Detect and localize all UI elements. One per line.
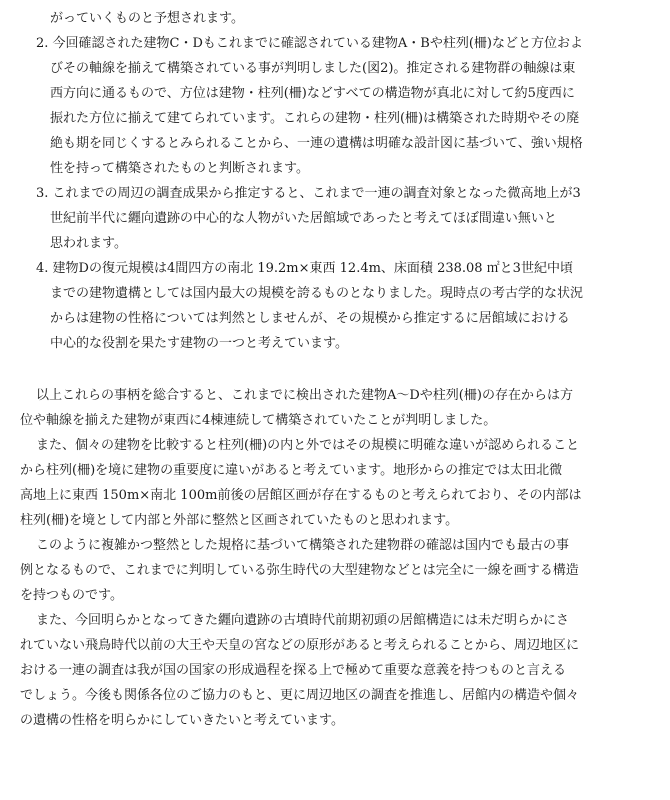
text-line: を持つものです。 [20,588,123,603]
text-line: また、今回明らかとなってきた纒向遺跡の古墳時代前期初頭の居館構造には未だ明らかにさ [36,613,570,628]
text-line: 高地上に東西 150m×南北 100m前後の居館区画が存在するものと考えられており、その内部は [20,488,582,503]
section-spacer [20,356,656,383]
text-line: がっていくものと予想されます。 [50,11,244,26]
text-line: の遺構の性格を明らかにしていきたいと考えています。 [20,713,344,728]
text-line: からは建物の性格については判然としませんが、その規模から推定するに居館域における [50,311,570,326]
text-line: でしょう。今後も関係各位のご協力のもと、更に周辺地区の調査を推進し、居館内の構造や個々 [20,688,580,703]
text-line: 思われます。 [50,236,127,251]
text-line: 世紀前半代に纒向遺跡の中心的な人物がいた居館域であったと考えてほぼ間違い無いと [50,211,557,226]
text-line: 性を持って構築されたものと判断されます。 [50,161,309,176]
text-line: 以上これらの事柄を総合すると、これまでに検出された建物A～Dや柱列(柵)の存在からは方 [36,388,573,403]
text-line: 2. 今回確認された建物C・Dもこれまでに確認されている建物A・Bや柱列(柵)などと方位およ [36,36,583,51]
paragraph-comparison [20,433,656,533]
numbered-item-2 [20,31,656,181]
text-line: 振れた方位に揃えて建てられています。これらの建物・柱列(柵)は構築された時期やその廃 [50,111,580,126]
text-line: から柱列(柵)を境に建物の重要度に違いがあると考えています。地形からの推定では太田北微 [20,463,563,478]
text-line: びその軸線を揃えて構築されている事が判明しました(図2)。推定される建物群の軸線は東 [50,61,576,76]
paragraph-summary [20,383,656,433]
text-line: 中心的な役割を果たす建物の一つと考えています。 [50,336,348,351]
text-line: 4. 建物Dの復元規模は4間四方の南北 19.2m×東西 12.4m、床面積 238.08 ㎡と3世紀中頃 [36,261,573,276]
paragraph-significance [20,533,656,608]
numbered-item-4 [20,256,656,356]
text-line: までの建物遺構としては国内最大の規模を誇るものとなりました。現時点の考古学的な状況 [50,286,584,301]
text-line: 3. これまでの周辺の調査成果から推定すると、これまで一連の調査対象となった微高地上が3 [36,186,581,201]
paragraph-conclusion [20,608,656,733]
text-line: 絶も期を同じくするとみられることから、一連の遺構は明確な設計図に基づいて、強い規格 [50,136,583,151]
text-line: 柱列(柵)を境として内部と外部に整然と区画されていたものと思われます。 [20,513,459,528]
text-line: 位や軸線を揃えた建物が東西に4棟連続して構築されていたことが判明しました。 [20,413,497,428]
text-line: 例となるもので、これまでに判明している弥生時代の大型建物などとは完全に一線を画する構造 [20,563,579,578]
text-line: また、個々の建物を比較すると柱列(柵)の内と外ではその規模に明確な違いが認められること [36,438,580,453]
text-line: れていない飛鳥時代以前の大王や天皇の宮などの原形があると考えられることから、周辺地区に [20,638,580,653]
text-line: 西方向に通るもので、方位は建物・柱列(柵)などすべての構造物が真北に対して約5度西に [50,86,575,101]
numbered-item-3 [20,181,656,256]
text-line: おける一連の調査は我が国の国家の形成過程を探る上で極めて重要な意義を持つものと言える [20,663,567,678]
text-line: このように複雑かつ整然とした規格に基づいて構築された建物群の確認は国内でも最古の事 [36,538,570,553]
